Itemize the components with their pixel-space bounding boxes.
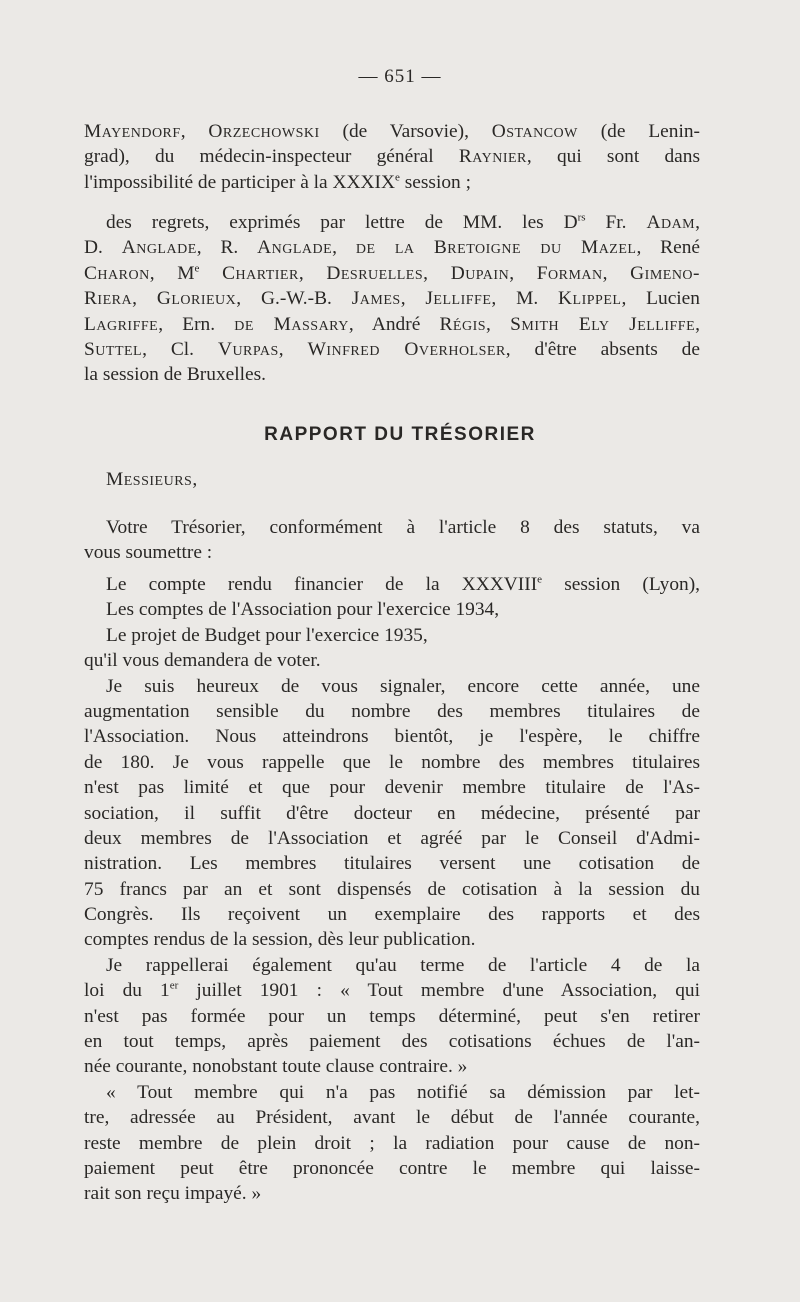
text-line: Congrès. Ils reçoivent un exemplaire des rapports et des — [84, 904, 700, 926]
list-item: Le compte rendu financier de la XXXVIIIe session (Lyon), — [106, 573, 701, 595]
paragraph-absent-delegates — [84, 119, 700, 195]
text-line: Charon, Me Chartier, Desruelles, Dupain, Forman, Gimeno- — [84, 262, 700, 284]
text-line: loi du 1er juillet 1901 : « Tout membre d'une Association, qui — [84, 979, 700, 1002]
text-line: l'Association. Nous atteindrons bientôt, je l'espère, le chiffre — [84, 726, 700, 748]
text-line: l'impossibilité de participer à la XXXIXe session ; — [84, 171, 471, 193]
text-line: Lagriffe, Ern. de Massary, André Régis, Smith Ely Jelliffe, — [84, 313, 700, 335]
text-line: Suttel, Cl. Vurpas, Winfred Overholser, d'être absents de — [84, 338, 700, 360]
text-line: sociation, il suffit d'être docteur en médecine, présenté par — [84, 802, 700, 824]
text-line: grad), du médecin-inspecteur général Raynier, qui sont dans — [84, 146, 700, 168]
text-line: n'est pas limité et que pour devenir membre titulaire de l'As- — [84, 777, 700, 799]
text-line: rait son reçu impayé. » — [84, 1183, 262, 1205]
text-line: « Tout membre qui n'a pas notifié sa démission par let- — [106, 1081, 700, 1103]
text-line: comptes rendus de la session, dès leur publication. — [84, 929, 476, 951]
text-line: deux membres de l'Association et agréé par le Conseil d'Admi- — [84, 827, 700, 849]
text-line: reste membre de plein droit ; la radiation pour cause de non- — [84, 1132, 700, 1154]
text-line: paiement peut être prononcée contre le membre qui laisse- — [84, 1157, 700, 1179]
list-item: Le projet de Budget pour l'exercice 1935, — [106, 624, 428, 646]
text-line: la session de Bruxelles. — [84, 364, 267, 386]
text-line: tre, adressée au Président, avant le début de l'année courante, — [84, 1107, 700, 1129]
text-line: Mayendorf, Orzechowski (de Varsovie), Ostancow (de Lenin- — [84, 121, 701, 142]
text-line: qu'il vous demandera de voter. — [84, 650, 321, 672]
text-line: Votre Trésorier, conformément à l'article 8 des statuts, va — [106, 517, 700, 538]
paragraph-intro — [84, 515, 700, 566]
text-line: Riera, Glorieux, G.-W.-B. James, Jelliffe, M. Klippel, Lucien — [84, 288, 700, 310]
text-line: Messieurs, — [106, 469, 198, 490]
text-line: D. Anglade, R. Anglade, de la Bretoigne du Mazel, René — [84, 237, 701, 259]
page-number: — 651 — — [358, 66, 442, 87]
list-item: Les comptes de l'Association pour l'exercice 1934, — [106, 599, 500, 621]
text-line: augmentation sensible du nombre des membres titulaires de — [84, 700, 700, 722]
text-line: de 180. Je vous rappelle que le nombre des membres titulaires — [84, 751, 700, 773]
text-line: Je suis heureux de vous signaler, encore cette année, une — [106, 675, 700, 697]
salutation — [84, 467, 700, 492]
text-line: 75 francs par an et sont dispensés de cotisation à la session du — [84, 878, 700, 900]
text-line: née courante, nonobstant toute clause contraire. » — [84, 1056, 468, 1078]
text-line: en tout temps, après paiement des cotisations échues de l'an- — [84, 1031, 700, 1053]
text-line: vous soumettre : — [84, 542, 213, 564]
text-line: Je rappellerai également qu'au terme de l'article 4 de la — [106, 954, 700, 976]
text-line: n'est pas formée pour un temps déterminé, peut s'en retirer — [84, 1005, 700, 1027]
text-line: nistration. Les membres titulaires versent une cotisation de — [84, 853, 700, 875]
report-body — [84, 572, 700, 1207]
paragraph-regrets — [84, 210, 700, 388]
section-heading: RAPPORT DU TRÉSORIER — [264, 424, 536, 445]
text-line: des regrets, exprimés par lettre de MM. les $D^{rs}$ Fr. Adam, — [106, 211, 700, 233]
